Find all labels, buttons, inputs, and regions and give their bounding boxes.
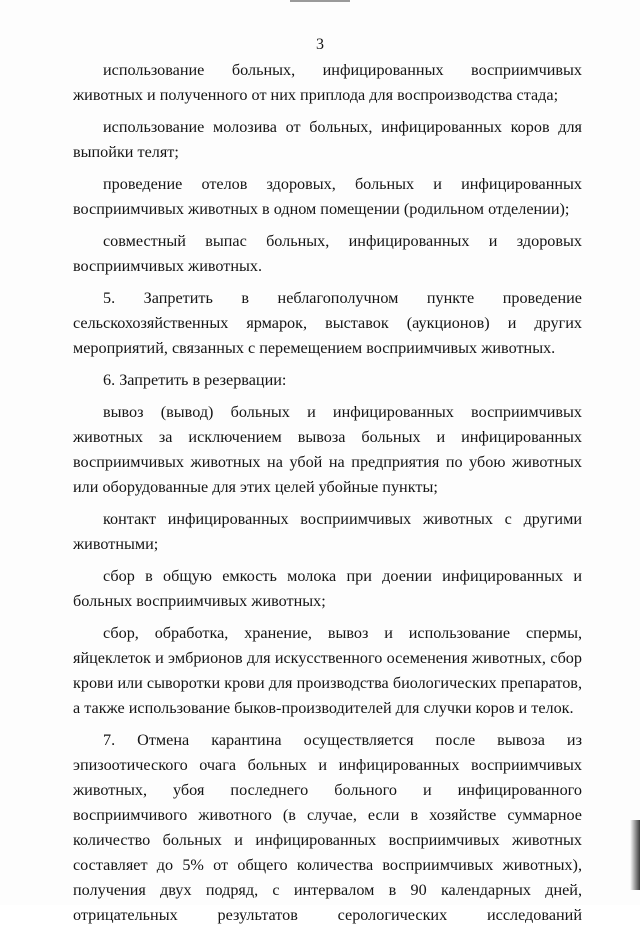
paragraph-milk-collection: сбор в общую емкость молока при доении инфицированных и больных восприимчивых животных;	[73, 567, 582, 610]
scan-edge-shadow	[630, 820, 640, 890]
paragraph-item-6: 6. Запретить в резервации:	[103, 371, 287, 389]
document-body	[73, 58, 582, 935]
paragraph-export: вывоз (вывод) больных и инфицированных восприимчивых животных за исключением вывоза больных и инфицированных восприимчивых животных на убой на предприятия по убою животных или оборудованные для этих целей убойные пункты;	[73, 403, 582, 496]
paragraph-contact: контакт инфицированных восприимчивых животных с другими животными;	[73, 510, 582, 553]
scan-top-line	[290, 0, 350, 2]
paragraph-colostrum-use: использование молозива от больных, инфицированных коров для выпойки телят;	[73, 118, 582, 161]
paragraph-sperm-collection: сбор, обработка, хранение, вывоз и использование спермы, яйцеклеток и эмбрионов для искусственного осеменения животных, сбор крови или сыворотки крови для производства биологических препаратов, а также использование быков-производителей для случки коров и телок.	[73, 624, 582, 717]
paragraph-joint-grazing: совместный выпас больных, инфицированных и здоровых восприимчивых животных.	[73, 232, 582, 275]
paragraph-item-5: 5. Запретить в неблагополучном пункте проведение сельскохозяйственных ярмарок, выставок (аукционов) и других мероприятий, связанных с перемещением восприимчивых животных.	[73, 289, 582, 357]
paragraph-calving: проведение отелов здоровых, больных и инфицированных восприимчивых животных в одном помещении (родильном отделении);	[73, 175, 582, 218]
page-number: 3	[316, 36, 324, 53]
paragraph-offspring-use: использование больных, инфицированных восприимчивых животных и полученного от них приплода для воспроизводства стада;	[73, 61, 582, 104]
paragraph-item-7: 7. Отмена карантина осуществляется после вывоза из эпизоотического очага больных и инфицированных восприимчивых животных, убоя последнего больного и инфицированного восприимчивого животного (в случае, если в хозяйстве суммарное количество больных и инфицированных восприимчивых животных составляет до 5% от общего количества восприимчивых животных), получения двух подряд, с интервалом в 90 календарных дней, отрицательных результатов серологических исследований	[73, 731, 582, 924]
